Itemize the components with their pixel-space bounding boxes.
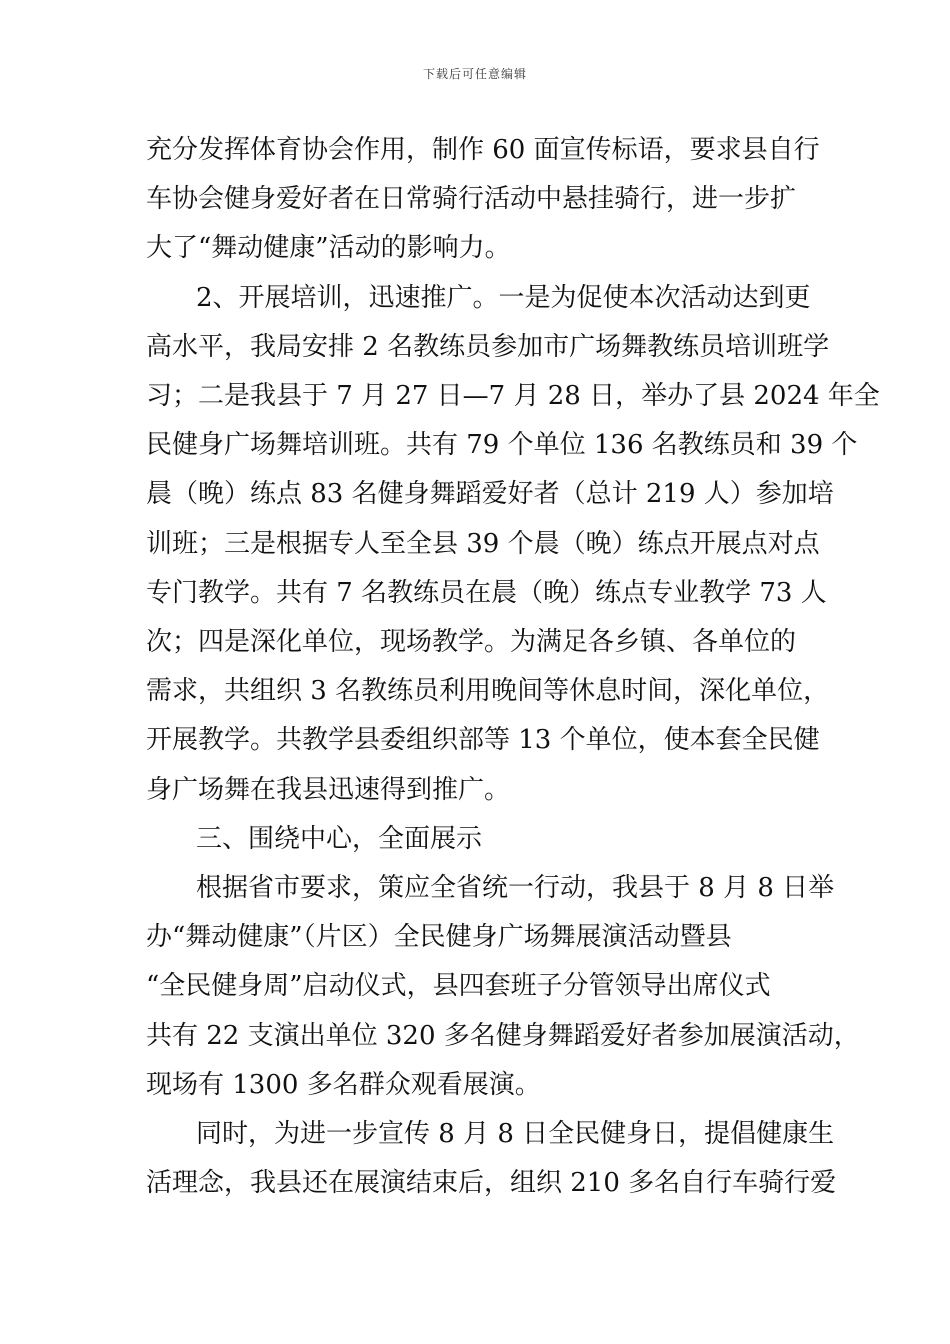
text-line: 充分发挥体育协会作用，制作 60 面宣传标语，要求县自行 xyxy=(146,135,820,165)
text-line: 三、围绕中心，全面展示 xyxy=(196,823,483,854)
text-line: 活理念，我县还在展演结束后，组织 210 多名自行车骑行爱 xyxy=(146,1168,837,1199)
page-header: 下载后可任意编辑 xyxy=(422,67,527,81)
text-line: 专门教学。共有 7 名教练员在晨（晚）练点专业教学 73 人 xyxy=(146,577,827,608)
text-line: 共有 22 支演出单位 320 多名健身舞蹈爱好者参加展演活动， xyxy=(146,1020,860,1051)
text-line: “全民健身周”启动仪式，县四套班子分管领导出席仪式 xyxy=(146,971,771,1002)
text-line: 根据省市要求，策应全省统一行动，我县于 8 月 8 日举 xyxy=(196,873,835,903)
text-line: 次；四是深化单位，现场教学。为满足各乡镇、各单位的 xyxy=(146,627,797,657)
text-line: 晨（晚）练点 83 名健身舞蹈爱好者（总计 219 人）参加培 xyxy=(146,479,834,510)
text-line: 需求，共组织 3 名教练员利用晚间等休息时间，深化单位， xyxy=(146,676,830,707)
text-line: 大了“舞动健康”活动的影响力。 xyxy=(146,233,511,264)
text-line: 身广场舞在我县迅速得到推广。 xyxy=(146,774,511,805)
text-line: 车协会健身爱好者在日常骑行活动中悬挂骑行，进一步扩 xyxy=(146,184,797,215)
text-line: 开展教学。共教学县委组织部等 13 个单位，使本套全民健 xyxy=(146,725,820,756)
text-line: 高水平，我局安排 2 名教练员参加市广场舞教练员培训班学 xyxy=(146,331,830,362)
text-line: 现场有 1300 多名群众观看展演。 xyxy=(146,1069,541,1100)
text-line: 训班；三是根据专人至全县 39 个晨（晚）练点开展点对点 xyxy=(146,528,820,559)
text-line: 习；二是我县于 7 月 27 日—7 月 28 日，举办了县 2024 年全 xyxy=(146,381,880,411)
text-line: 2、开展培训，迅速推广。一是为促使本次活动达到更 xyxy=(196,282,811,313)
text-line: 民健身广场舞培训班。共有 79 个单位 136 名教练员和 39 个 xyxy=(146,430,858,461)
text-line: 办“舞动健康”（片区）全民健身广场舞展演活动暨县 xyxy=(146,922,732,953)
text-line: 同时，为进一步宣传 8 月 8 日全民健身日，提倡健康生 xyxy=(196,1119,835,1149)
